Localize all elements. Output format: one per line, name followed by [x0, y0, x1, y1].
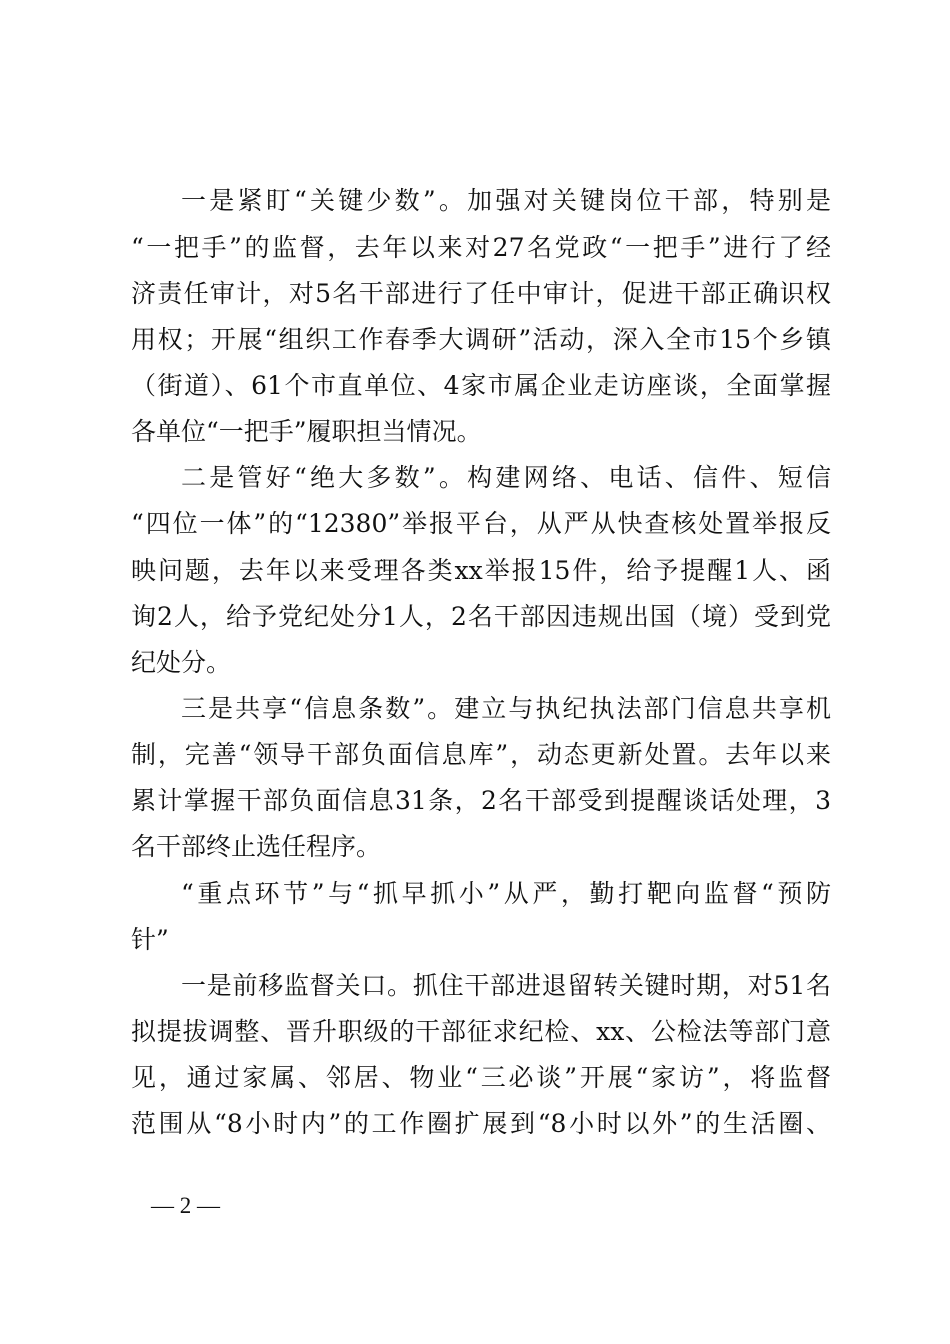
paragraph-line: 一是前移监督关口。抓住干部进退留转关键时期，对51名 [181, 971, 831, 1000]
paragraph-line: 三是共享“信息条数”。建立与执纪执法部门信息共享机 [181, 694, 831, 723]
paragraph-line: 拟提拔调整、晋升职级的干部征求纪检、xx、公检法等部门意 [131, 1017, 831, 1046]
page-number: — 2 — [151, 1193, 220, 1218]
paragraph-line: 各单位“一把手”履职担当情况。 [131, 417, 482, 446]
paragraph-line: 制，完善“领导干部负面信息库”，动态更新处置。去年以来 [131, 740, 831, 769]
paragraph-line: 用权；开展“组织工作春季大调研”活动，深入全市15个乡镇 [131, 325, 831, 354]
paragraph-line: 见，通过家属、邻居、物业“三必谈”开展“家访”，将监督 [131, 1063, 831, 1092]
paragraph-line: 一是紧盯“关键少数”。加强对关键岗位干部，特别是 [181, 186, 831, 215]
paragraph-line: 询2人，给予党纪处分1人，2名干部因违规出国（境）受到党 [131, 602, 831, 631]
section-heading-line: “重点环节”与“抓早抓小”从严，勤打靶向监督“预防 [181, 879, 831, 908]
paragraph-line: 纪处分。 [131, 648, 232, 677]
paragraph-line: 累计掌握干部负面信息31条，2名干部受到提醒谈话处理，3 [131, 786, 831, 815]
paragraph-line: 范围从“8小时内”的工作圈扩展到“8小时以外”的生活圈、 [131, 1109, 831, 1138]
paragraph-line: （街道）、61个市直单位、4家市属企业走访座谈，全面掌握 [131, 371, 831, 400]
paragraph-line: 济责任审计，对5名干部进行了任中审计，促进干部正确识权 [131, 279, 831, 308]
paragraph-line: 映问题，去年以来受理各类xx举报15件，给予提醒1人、函 [131, 556, 831, 585]
paragraph-line: 名干部终止选任程序。 [131, 832, 382, 861]
section-heading-line: 针” [131, 925, 169, 954]
paragraph-line: “一把手”的监督，去年以来对27名党政“一把手”进行了经 [131, 233, 831, 262]
paragraph-line: 二是管好“绝大多数”。构建网络、电话、信件、短信 [181, 463, 831, 492]
paragraph-line: “四位一体”的“12380”举报平台，从严从快查核处置举报反 [131, 509, 831, 538]
